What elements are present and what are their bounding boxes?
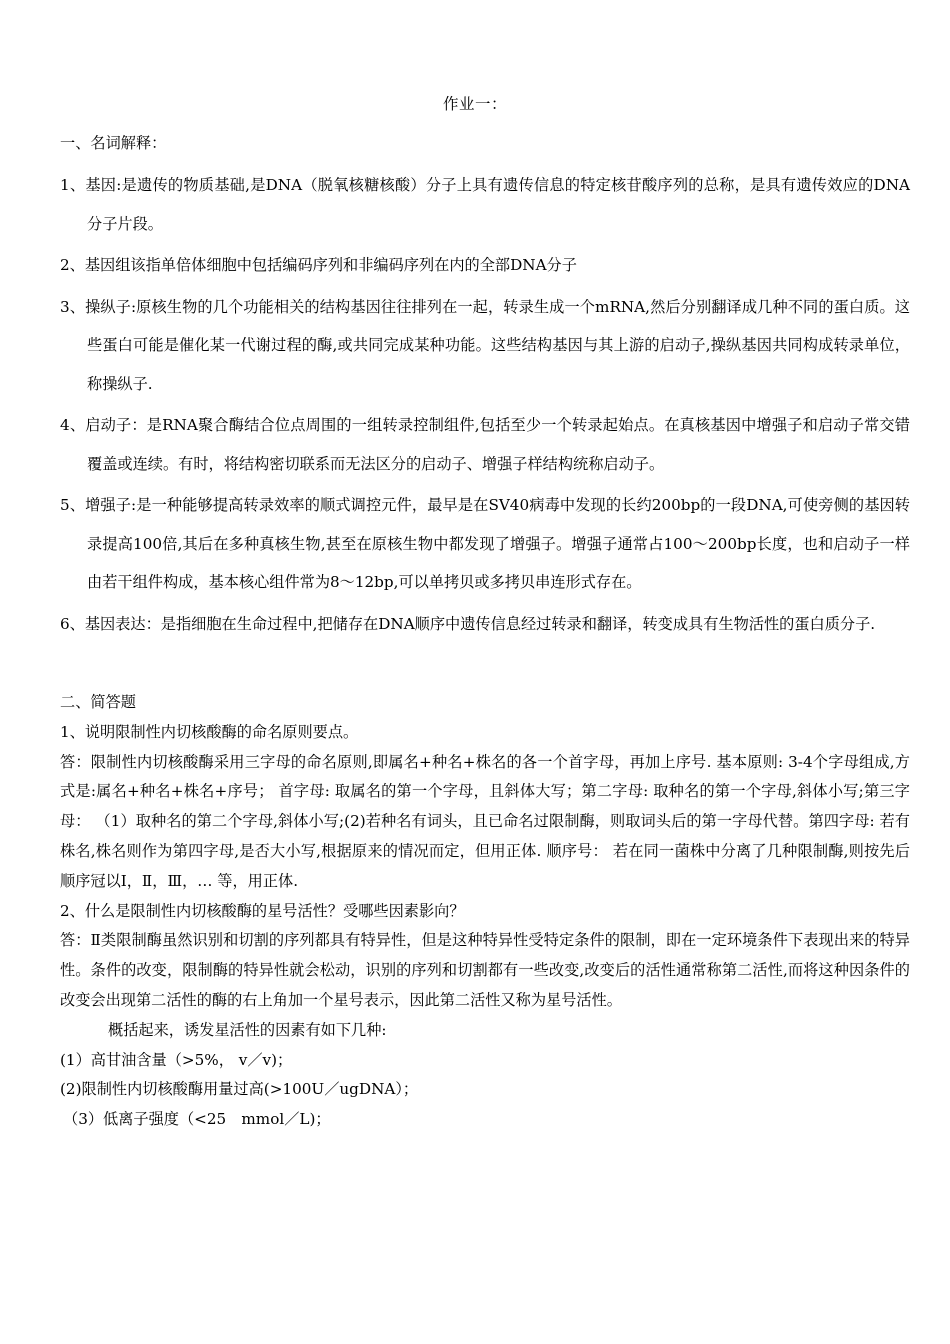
definition-item: 1、基因:是遗传的物质基础,是DNA（脱氧核糖核酸）分子上具有遗传信息的特定核苷酸序列的总称，是具有遗传效应的DNA分子片段。 (60, 176, 910, 233)
definition-item: 2、基因组该指单倍体细胞中包括编码序列和非编码序列在内的全部DNA分子 (60, 256, 577, 274)
question-2: 2、什么是限制性内切核酸酶的星号活性？受哪些因素影向？ (60, 901, 465, 920)
answer-1: 答：限制性内切核酸酶采用三字母的命名原则,即属名+种名+株名的各一个首字母，再加上序号. 基本原则: 3-4个字母组成,方式是:属名+种名+株名+序号； 首字母: 取属名的第一个字母，且斜体大写；第二字母: 取种名的第一个字母,斜体小写;第三字母： （1）取种名的第二个字母,斜体小写;(2)若种名有词头，且已命名过限制酶，则取词头后的第一字母代替。第四字母: 若有株名,株名则作为第四字母,是否大小写,根据原来的情况而定，但用正体. 顺序号： 若在同一菌株中分离了几种限制酶,则按先后顺序冠以Ⅰ，Ⅱ，Ⅲ，… 等，用正体. (60, 752, 910, 890)
question-1: 1、说明限制性内切核酸酶的命名原则要点。 (60, 722, 359, 741)
factor-item: (1）高甘油含量（>5%， v／v)； (60, 1050, 293, 1069)
factors-summary: 概括起来，诱发星活性的因素有如下几种: (108, 1020, 387, 1039)
section-heading-short-answer: 二、简答题 (60, 693, 136, 711)
definition-item: 4、启动子：是RNA聚合酶结合位点周围的一组转录控制组件,包括至少一个转录起始点。在真核基因中增强子和启动子常交错覆盖或连续。有时，将结构密切联系而无法区分的启动子、增强子样结构统称启动子。 (60, 416, 910, 473)
section-heading-definitions: 一、名词解释： (60, 134, 167, 152)
definition-item: 6、基因表达：是指细胞在生命过程中,把储存在DNA顺序中遗传信息经过转录和翻译，转变成具有生物活性的蛋白质分子. (60, 614, 876, 633)
definition-item: 5、增强子:是一种能够提高转录效率的顺式调控元件，最早是在SV40病毒中发现的长约200bp的一段DNA,可使旁侧的基因转录提高100倍,其后在多种真核生物,甚至在原核生物中都发现了增强子。增强子通常占100～200bp长度，也和启动子一样由若干组件构成，基本核心组件常为8～12bp,可以单拷贝或多拷贝串连形式存在。 (60, 496, 910, 591)
factor-item: （3）低离子强度（<25 mmol／L)； (63, 1110, 331, 1129)
factor-item: (2)限制性内切核酸酶用量过高(>100U／ugDNA）； (60, 1080, 419, 1099)
answer-2: 答：Ⅱ类限制酶虽然识别和切割的序列都具有特异性，但是这种特异性受特定条件的限制，即在一定环境条件下表现出来的特异性。条件的改变，限制酶的特异性就会松动，识别的序列和切割都有一些改变,改变后的活性通常称第二活性,而将这种因条件的改变会出现第二活性的酶的右上角加一个星号表示，因此第二活性又称为星号活性。 (60, 931, 910, 1009)
short-answer-section (60, 688, 910, 1135)
definition-item: 3、操纵子:原核生物的几个功能相关的结构基因往往排列在一起，转录生成一个mRNA,然后分别翻译成几种不同的蛋白质。这些蛋白可能是催化某一代谢过程的酶,或共同完成某种功能。这些结构基因与其上游的启动子,操纵基因共同构成转录单位，称操纵子. (60, 297, 910, 393)
definitions-section (60, 130, 910, 646)
page-title: 作业一： (442, 95, 507, 113)
